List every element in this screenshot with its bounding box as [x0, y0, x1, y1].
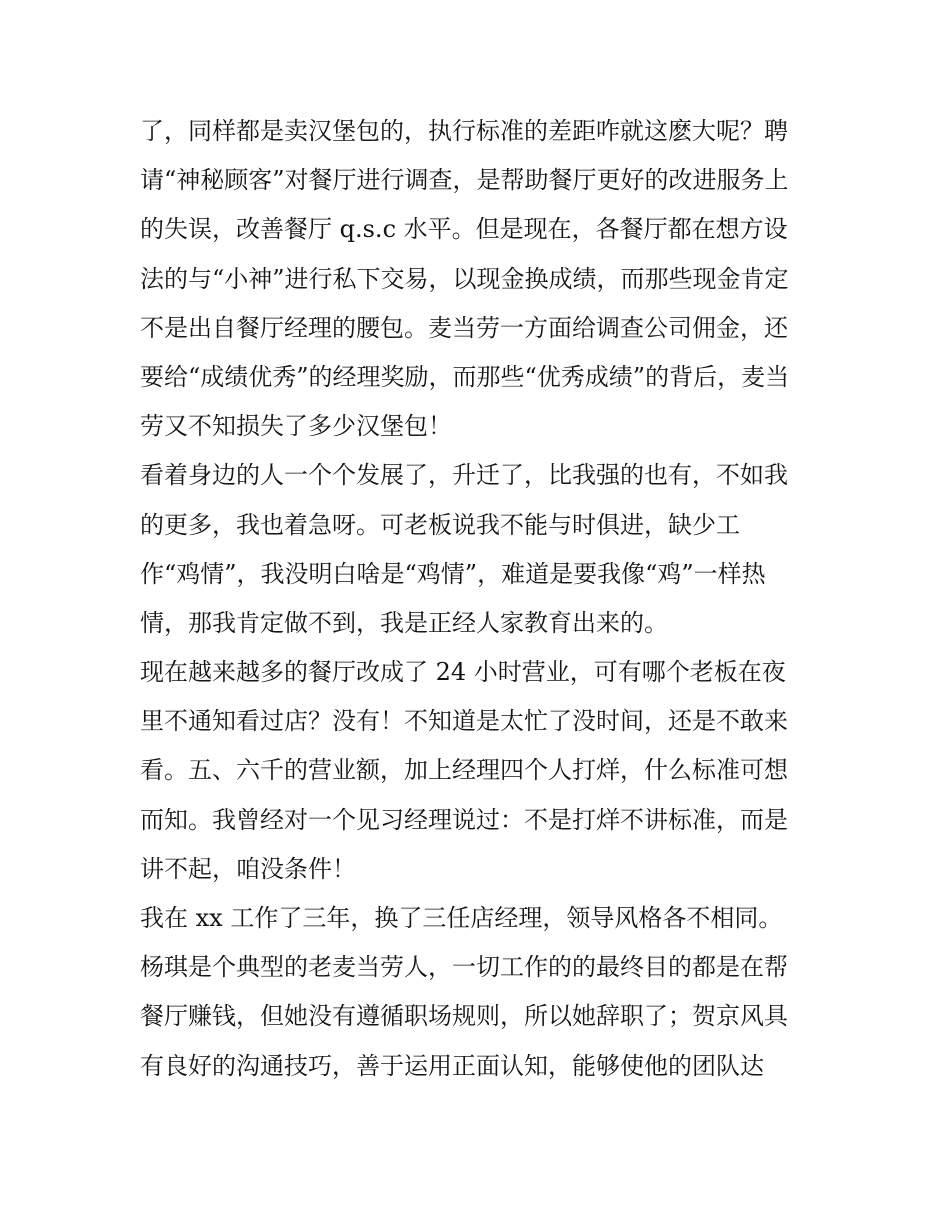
text-line: 要给“成绩优秀”的经理奖励，而那些“优秀成绩”的背后，麦当 [140, 362, 790, 391]
text-line: 请“神秘顾客”对餐厅进行调查，是帮助餐厅更好的改进服务上 [140, 166, 789, 195]
text-line: 不是出自餐厅经理的腰包。麦当劳一方面给调查公司佣金，还 [140, 313, 788, 342]
text-line: 餐厅赚钱，但她没有遵循职场规则，所以她辞职了；贺京风具 [140, 1002, 788, 1031]
text-line: 有良好的沟通技巧，善于运用正面认知，能够使他的团队达 [140, 1051, 764, 1080]
text-line: 的更多，我也着急呀。可老板说我不能与时俱进，缺少工 [140, 510, 740, 539]
text-line: 看。五、六千的营业额，加上经理四个人打烊，什么标准可想 [140, 756, 788, 785]
text-line: 情，那我肯定做不到，我是正经人家教育出来的。 [140, 608, 668, 637]
text-line: 劳又不知损失了多少汉堡包！ [140, 412, 452, 441]
text-line: 了，同样都是卖汉堡包的，执行标准的差距咋就这麽大呢？聘 [140, 117, 788, 145]
text-line: 法的与“小神”进行私下交易，以现金换成绩，而那些现金肯定 [140, 264, 789, 293]
document-body [140, 107, 815, 1091]
text-line: 而知。我曾经对一个见习经理说过：不是打烊不讲标准，而是 [140, 805, 788, 834]
text-line: 作“鸡情”，我没明白啥是“鸡情”，难道是要我像“鸡”一样热 [140, 559, 766, 588]
text-line: 杨琪是个典型的老麦当劳人，一切工作的的最终目的都是在帮 [140, 953, 788, 982]
text-line: 的失误，改善餐厅 q.s.c 水平。但是现在，各餐厅都在想方设 [140, 215, 788, 244]
text-line: 看着身边的人一个个发展了，升迁了，比我强的也有，不如我 [140, 461, 788, 490]
text-line: 里不通知看过店？没有！不知道是太忙了没时间，还是不敢来 [140, 707, 788, 736]
text-line: 现在越来越多的餐厅改成了 24 小时营业，可有哪个老板在夜 [140, 658, 786, 687]
text-line: 讲不起，咱没条件！ [140, 854, 356, 883]
text-line: 我在 xx 工作了三年，换了三任店经理，领导风格各不相同。 [140, 904, 783, 932]
